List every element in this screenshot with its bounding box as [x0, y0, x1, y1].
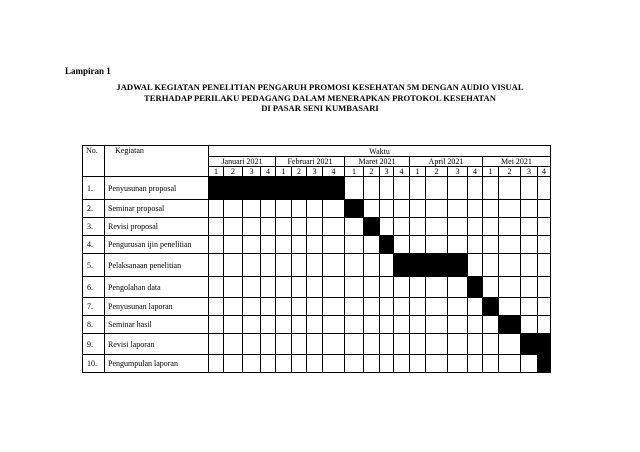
schedule-cell-filled — [499, 316, 521, 334]
schedule-cell — [380, 200, 394, 218]
row-number: 6. — [83, 277, 105, 298]
week-header: 2 — [364, 167, 380, 177]
schedule-cell — [448, 316, 468, 334]
week-header: 3 — [243, 167, 261, 177]
schedule-cell — [394, 316, 410, 334]
activity-name: Penyusunan laporan — [105, 298, 209, 316]
schedule-cell — [410, 316, 426, 334]
schedule-cell — [426, 316, 448, 334]
row-number: 1. — [83, 177, 105, 200]
week-header: 2 — [224, 167, 243, 177]
schedule-cell-filled — [538, 355, 551, 373]
schedule-cell — [483, 200, 499, 218]
schedule-cell — [364, 200, 380, 218]
schedule-cell — [307, 298, 323, 316]
schedule-cell — [521, 218, 538, 236]
schedule-cell — [345, 316, 364, 334]
schedule-cell-filled — [468, 277, 483, 298]
schedule-cell — [426, 277, 448, 298]
schedule-cell — [468, 316, 483, 334]
table-row — [83, 277, 551, 298]
schedule-cell — [483, 355, 499, 373]
schedule-cell — [426, 200, 448, 218]
schedule-cell — [224, 298, 243, 316]
schedule-cell — [483, 277, 499, 298]
schedule-cell — [426, 177, 448, 200]
month-header: Januari 2021 — [209, 157, 276, 167]
schedule-cell — [448, 277, 468, 298]
week-header: 1 — [209, 167, 224, 177]
schedule-cell — [243, 298, 261, 316]
schedule-cell — [307, 334, 323, 355]
schedule-cell — [410, 277, 426, 298]
schedule-cell — [307, 254, 323, 277]
schedule-cell — [292, 218, 307, 236]
week-header: 2 — [292, 167, 307, 177]
schedule-cell — [394, 334, 410, 355]
schedule-cell-filled — [345, 200, 364, 218]
schedule-cell — [499, 218, 521, 236]
schedule-cell — [521, 355, 538, 373]
schedule-cell — [538, 254, 551, 277]
schedule-cell — [292, 254, 307, 277]
table-row — [83, 355, 551, 373]
schedule-cell — [538, 236, 551, 254]
schedule-cell — [394, 298, 410, 316]
schedule-cell — [380, 177, 394, 200]
schedule-cell — [261, 254, 276, 277]
schedule-cell — [380, 298, 394, 316]
activity-name: Pengolahan data — [105, 277, 209, 298]
schedule-cell — [243, 200, 261, 218]
schedule-cell — [261, 355, 276, 373]
schedule-cell — [380, 218, 394, 236]
schedule-cell — [323, 277, 345, 298]
schedule-cell — [276, 200, 292, 218]
schedule-cell — [345, 177, 364, 200]
row-number: 7. — [83, 298, 105, 316]
schedule-cell — [410, 236, 426, 254]
schedule-cell — [209, 236, 224, 254]
schedule-cell — [292, 298, 307, 316]
schedule-cell — [410, 355, 426, 373]
week-header: 3 — [521, 167, 538, 177]
schedule-cell — [224, 277, 243, 298]
activity-name: Seminar proposal — [105, 200, 209, 218]
column-header-activity: Kegiatan — [105, 146, 209, 177]
schedule-cell — [483, 334, 499, 355]
schedule-cell — [448, 218, 468, 236]
schedule-cell — [224, 254, 243, 277]
schedule-cell — [276, 277, 292, 298]
schedule-cell — [276, 316, 292, 334]
schedule-cell — [209, 355, 224, 373]
schedule-cell — [394, 236, 410, 254]
schedule-cell — [243, 218, 261, 236]
schedule-cell — [468, 218, 483, 236]
schedule-cell — [276, 298, 292, 316]
schedule-cell — [345, 277, 364, 298]
schedule-cell — [364, 355, 380, 373]
week-header: 4 — [538, 167, 551, 177]
schedule-cell — [499, 334, 521, 355]
schedule-cell — [307, 236, 323, 254]
schedule-cell — [468, 298, 483, 316]
schedule-cell — [307, 277, 323, 298]
schedule-cell — [410, 200, 426, 218]
schedule-cell — [364, 334, 380, 355]
schedule-cell — [364, 236, 380, 254]
schedule-cell-filled — [323, 177, 345, 200]
schedule-cell — [224, 218, 243, 236]
schedule-cell — [448, 355, 468, 373]
schedule-cell — [521, 200, 538, 218]
schedule-cell — [276, 355, 292, 373]
schedule-cell — [345, 254, 364, 277]
schedule-cell — [410, 334, 426, 355]
schedule-cell — [448, 298, 468, 316]
schedule-cell — [224, 316, 243, 334]
schedule-cell-filled — [292, 177, 307, 200]
schedule-cell — [323, 355, 345, 373]
schedule-cell — [499, 236, 521, 254]
schedule-cell — [224, 355, 243, 373]
schedule-cell — [323, 254, 345, 277]
schedule-cell-filled — [261, 177, 276, 200]
schedule-cell — [499, 177, 521, 200]
schedule-cell — [521, 177, 538, 200]
schedule-cell — [243, 334, 261, 355]
schedule-cell — [448, 236, 468, 254]
schedule-cell — [426, 236, 448, 254]
schedule-cell — [426, 355, 448, 373]
schedule-cell — [394, 177, 410, 200]
schedule-cell — [499, 200, 521, 218]
week-header: 4 — [323, 167, 345, 177]
schedule-cell — [307, 200, 323, 218]
schedule-cell — [209, 334, 224, 355]
table-row — [83, 218, 551, 236]
schedule-cell — [364, 277, 380, 298]
schedule-cell — [380, 277, 394, 298]
title-line-1: JADWAL KEGIATAN PENELITIAN PENGARUH PROMOSI KESEHATAN 5M DENGAN AUDIO VISUAL — [116, 82, 524, 92]
month-header: Mei 2021 — [483, 157, 551, 167]
schedule-cell — [499, 355, 521, 373]
row-number: 5. — [83, 254, 105, 277]
month-header: Februari 2021 — [276, 157, 345, 167]
schedule-cell — [261, 236, 276, 254]
schedule-cell — [410, 177, 426, 200]
row-number: 8. — [83, 316, 105, 334]
schedule-cell — [261, 218, 276, 236]
schedule-cell — [292, 236, 307, 254]
schedule-cell — [261, 200, 276, 218]
title-line-2: TERHADAP PERILAKU PEDAGANG DALAM MENERAPKAN PROTOKOL KESEHATAN — [144, 92, 496, 103]
schedule-cell — [292, 334, 307, 355]
activity-name: Penyusunan proposal — [105, 177, 209, 200]
schedule-cell — [521, 298, 538, 316]
schedule-cell — [448, 334, 468, 355]
schedule-cell — [483, 316, 499, 334]
schedule-cell — [276, 218, 292, 236]
schedule-cell-filled — [521, 334, 538, 355]
schedule-cell-filled — [538, 334, 551, 355]
schedule-cell — [410, 298, 426, 316]
schedule-cell — [364, 316, 380, 334]
title-line-3: DI PASAR SENI KUMBASARI — [261, 103, 379, 113]
month-header: Maret 2021 — [345, 157, 410, 167]
activity-name: Pengumpulan laporan — [105, 355, 209, 373]
schedule-cell — [468, 200, 483, 218]
schedule-cell — [243, 355, 261, 373]
week-header: 3 — [448, 167, 468, 177]
schedule-cell-filled — [410, 254, 426, 277]
schedule-cell — [323, 316, 345, 334]
schedule-cell — [345, 334, 364, 355]
week-header: 2 — [426, 167, 448, 177]
schedule-cell-filled — [364, 218, 380, 236]
week-header: 2 — [499, 167, 521, 177]
schedule-cell — [538, 177, 551, 200]
schedule-cell — [521, 236, 538, 254]
schedule-cell — [448, 177, 468, 200]
schedule-cell — [468, 236, 483, 254]
schedule-cell — [292, 200, 307, 218]
week-header: 1 — [345, 167, 364, 177]
schedule-cell — [394, 277, 410, 298]
week-header: 1 — [410, 167, 426, 177]
week-header: 4 — [261, 167, 276, 177]
table-row — [83, 316, 551, 334]
schedule-cell — [426, 218, 448, 236]
schedule-cell-filled — [276, 177, 292, 200]
schedule-cell — [261, 277, 276, 298]
schedule-cell-filled — [426, 254, 448, 277]
schedule-cell — [323, 200, 345, 218]
schedule-cell — [261, 298, 276, 316]
schedule-cell — [261, 316, 276, 334]
schedule-cell — [209, 254, 224, 277]
schedule-cell — [292, 355, 307, 373]
row-number: 9. — [83, 334, 105, 355]
schedule-cell — [483, 177, 499, 200]
schedule-cell — [483, 236, 499, 254]
table-row — [83, 200, 551, 218]
schedule-cell — [307, 316, 323, 334]
row-number: 3. — [83, 218, 105, 236]
schedule-cell-filled — [448, 254, 468, 277]
activity-name: Seminar hasil — [105, 316, 209, 334]
schedule-cell — [323, 334, 345, 355]
schedule-cell — [521, 316, 538, 334]
schedule-cell — [224, 200, 243, 218]
table-row — [83, 334, 551, 355]
schedule-cell — [243, 277, 261, 298]
week-header: 3 — [307, 167, 323, 177]
schedule-cell — [224, 236, 243, 254]
schedule-cell — [276, 236, 292, 254]
schedule-cell-filled — [483, 298, 499, 316]
week-header: 4 — [468, 167, 483, 177]
schedule-cell — [448, 200, 468, 218]
activity-name: Revisi proposal — [105, 218, 209, 236]
schedule-cell — [499, 254, 521, 277]
schedule-cell — [521, 277, 538, 298]
schedule-table-header — [83, 146, 551, 177]
schedule-cell — [538, 277, 551, 298]
schedule-cell — [364, 177, 380, 200]
week-header: 3 — [380, 167, 394, 177]
week-header: 1 — [276, 167, 292, 177]
table-row — [83, 298, 551, 316]
schedule-cell — [499, 277, 521, 298]
schedule-cell-filled — [209, 177, 224, 200]
schedule-table-body — [83, 177, 551, 373]
schedule-cell — [394, 355, 410, 373]
schedule-cell — [345, 355, 364, 373]
column-header-time: Waktu — [209, 146, 551, 157]
schedule-cell — [243, 236, 261, 254]
schedule-cell — [426, 298, 448, 316]
schedule-cell-filled — [307, 177, 323, 200]
row-number: 2. — [83, 200, 105, 218]
schedule-cell — [224, 334, 243, 355]
schedule-cell — [468, 334, 483, 355]
schedule-cell — [468, 177, 483, 200]
month-header: April 2021 — [410, 157, 483, 167]
schedule-cell — [538, 200, 551, 218]
schedule-cell — [292, 277, 307, 298]
document-title — [60, 82, 580, 114]
schedule-cell — [483, 218, 499, 236]
schedule-cell — [323, 298, 345, 316]
activity-name: Pelaksanaan penelitian — [105, 254, 209, 277]
activity-name: Revisi laporan — [105, 334, 209, 355]
schedule-cell — [364, 298, 380, 316]
schedule-cell — [323, 236, 345, 254]
table-row — [83, 254, 551, 277]
schedule-cell — [468, 254, 483, 277]
schedule-cell — [292, 316, 307, 334]
schedule-cell — [243, 316, 261, 334]
schedule-cell — [243, 254, 261, 277]
schedule-cell — [209, 298, 224, 316]
schedule-cell — [209, 316, 224, 334]
schedule-cell — [364, 254, 380, 277]
schedule-cell — [538, 218, 551, 236]
schedule-cell — [380, 355, 394, 373]
schedule-cell — [276, 254, 292, 277]
schedule-cell — [380, 254, 394, 277]
activity-name: Pengurusan ijin penelitian — [105, 236, 209, 254]
schedule-cell — [209, 277, 224, 298]
schedule-table — [82, 145, 551, 373]
schedule-cell — [323, 218, 345, 236]
lampiran-label: Lampiran 1 — [65, 66, 111, 76]
table-row — [83, 236, 551, 254]
schedule-cell — [380, 334, 394, 355]
schedule-cell — [410, 218, 426, 236]
schedule-cell — [209, 200, 224, 218]
schedule-cell — [426, 334, 448, 355]
schedule-cell-filled — [224, 177, 243, 200]
schedule-cell — [521, 254, 538, 277]
row-number: 4. — [83, 236, 105, 254]
schedule-cell — [345, 236, 364, 254]
schedule-cell — [307, 218, 323, 236]
schedule-cell — [209, 218, 224, 236]
schedule-cell — [276, 334, 292, 355]
schedule-cell — [345, 218, 364, 236]
schedule-cell-filled — [243, 177, 261, 200]
schedule-cell — [468, 355, 483, 373]
schedule-cell — [345, 298, 364, 316]
schedule-cell — [394, 200, 410, 218]
week-header: 4 — [394, 167, 410, 177]
schedule-cell-filled — [394, 254, 410, 277]
week-header: 1 — [483, 167, 499, 177]
schedule-cell — [380, 316, 394, 334]
schedule-cell — [394, 218, 410, 236]
schedule-cell — [538, 298, 551, 316]
schedule-cell-filled — [380, 236, 394, 254]
schedule-cell — [483, 254, 499, 277]
schedule-cell — [261, 334, 276, 355]
row-number: 10. — [83, 355, 105, 373]
column-header-no: No. — [83, 146, 105, 177]
schedule-cell — [499, 298, 521, 316]
table-row — [83, 177, 551, 200]
schedule-cell — [538, 316, 551, 334]
schedule-cell — [307, 355, 323, 373]
